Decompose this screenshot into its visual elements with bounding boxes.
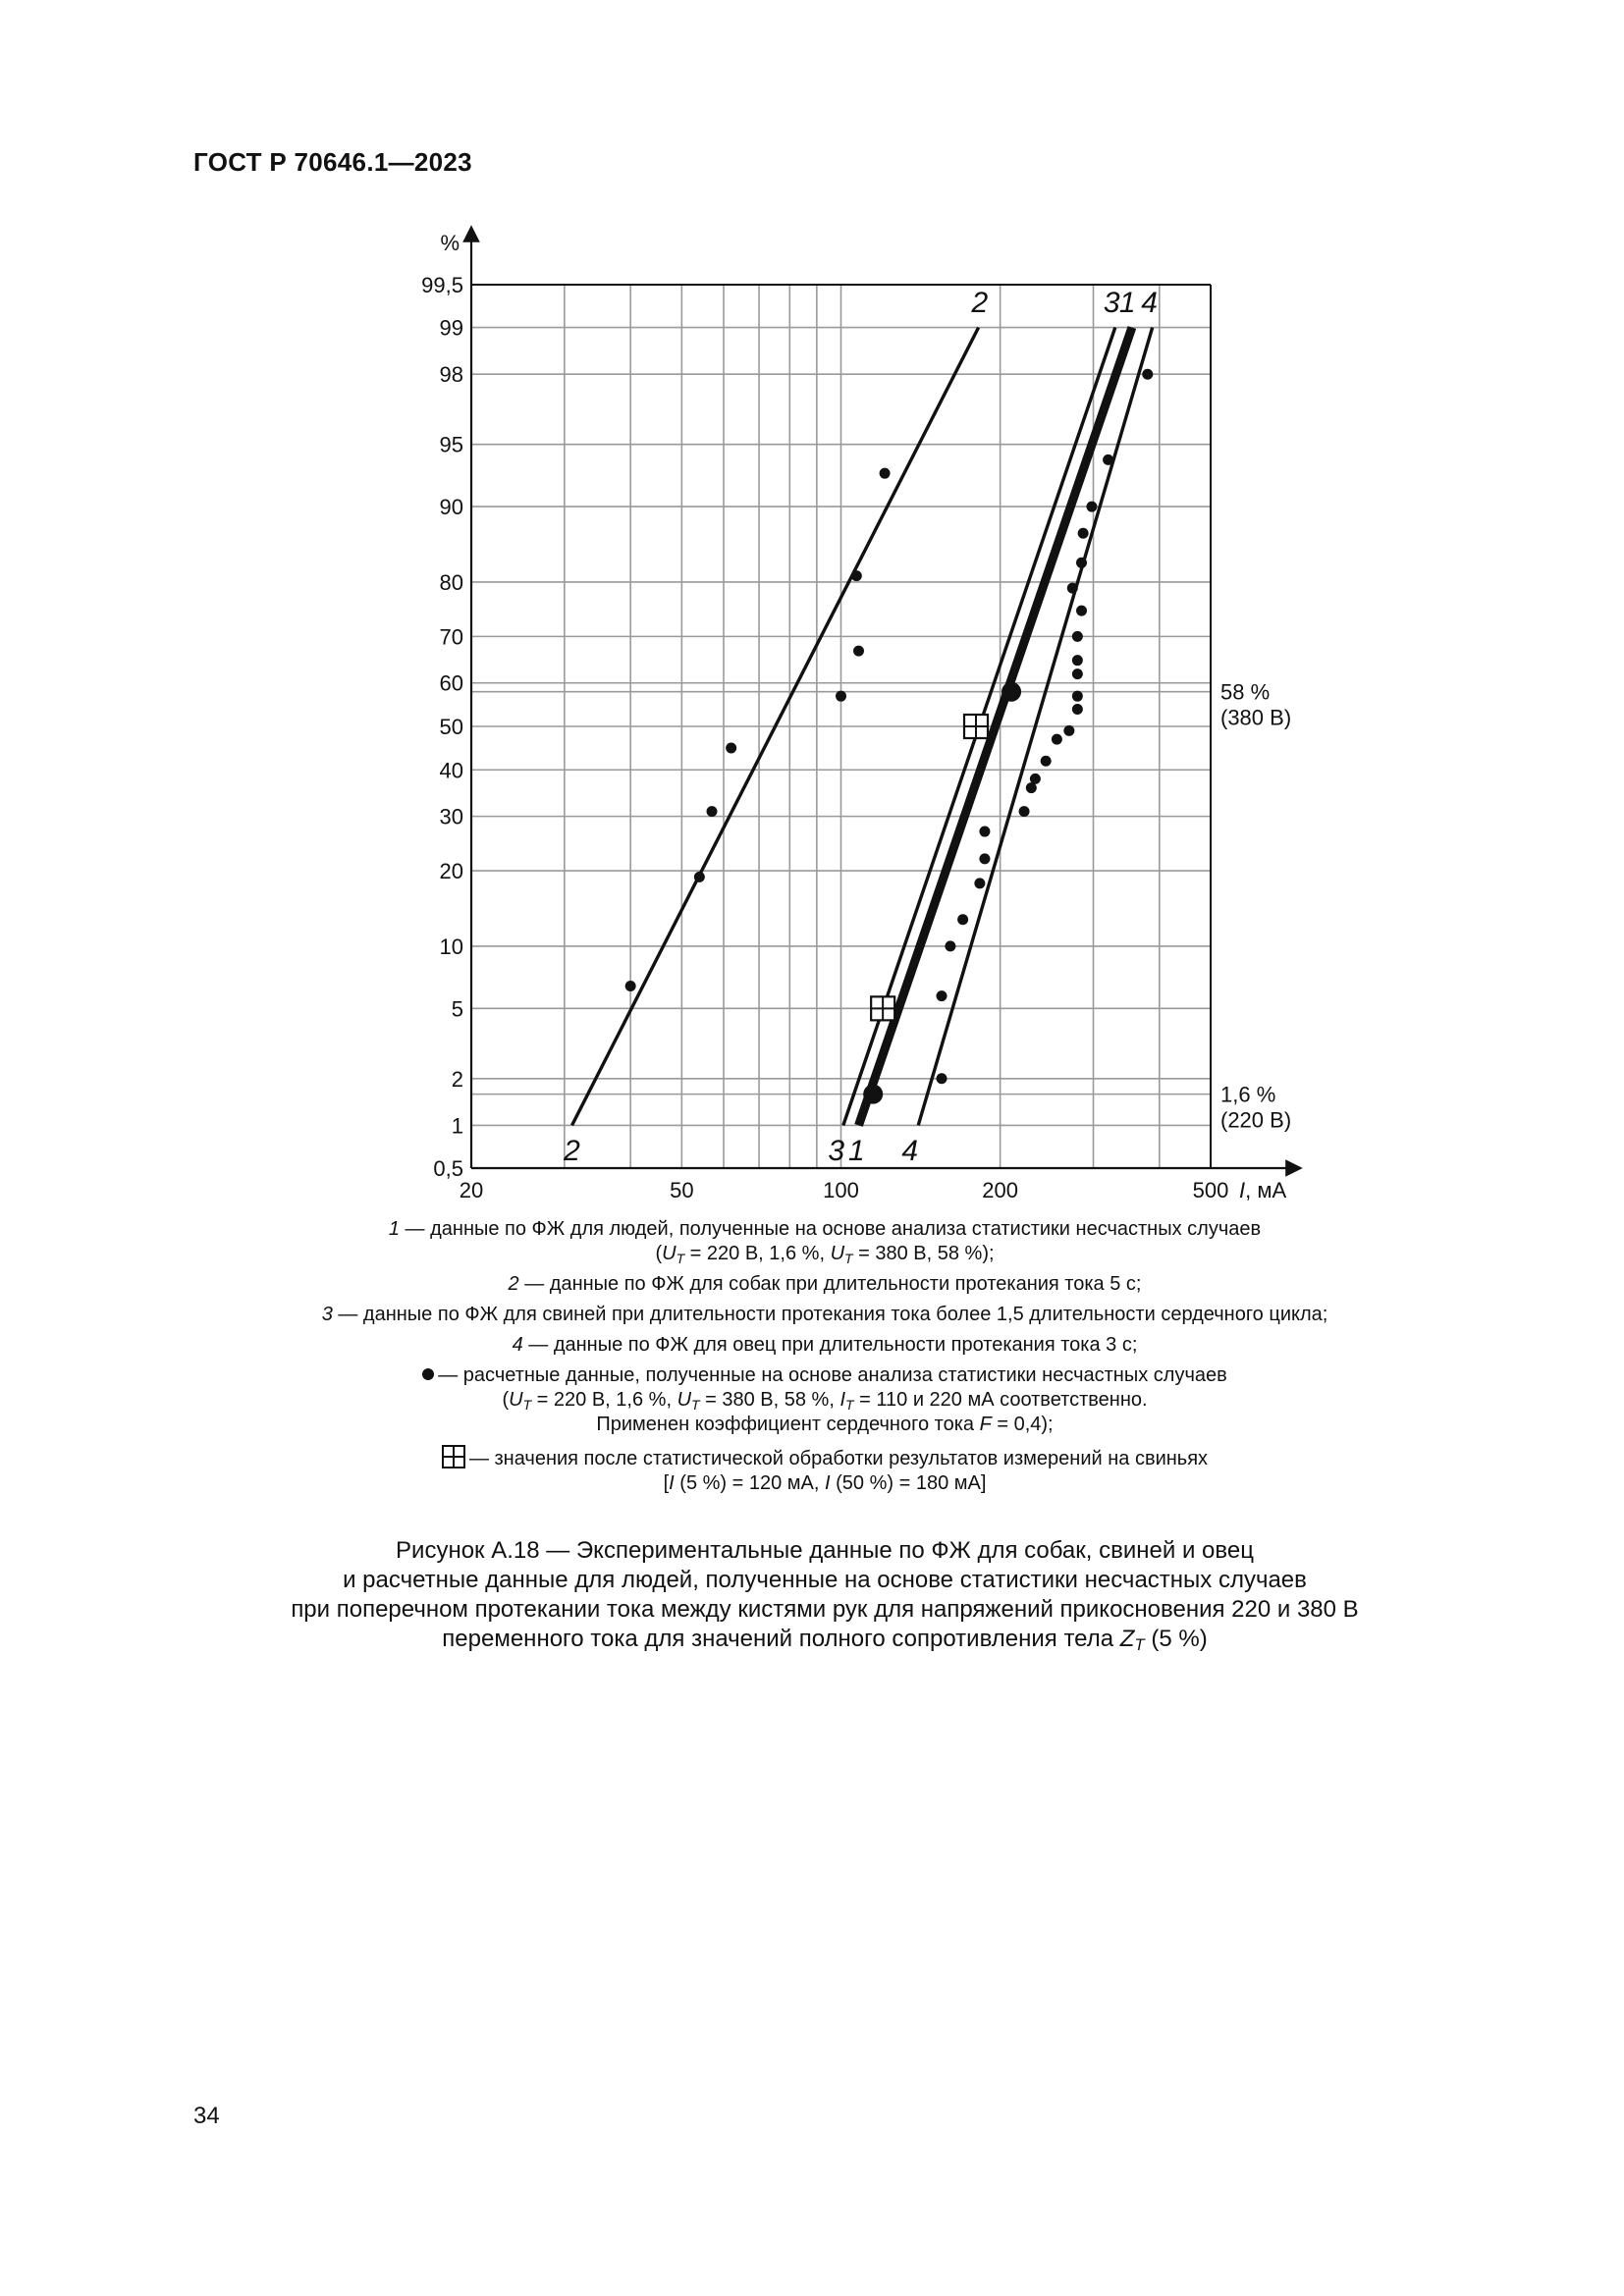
scatter-point [694, 872, 705, 882]
legend-item-3-text: — данные по ФЖ для свиней при длительности протекания тока более 1,5 длительности сердечного цикла; [332, 1304, 1328, 1325]
scatter-point [957, 914, 968, 925]
legend-dots-sub3: T [845, 1397, 854, 1413]
scatter-point [1067, 583, 1078, 594]
caption-line-4-sub: T [1134, 1635, 1145, 1654]
scatter-point [1072, 631, 1083, 642]
scatter-point [853, 646, 864, 657]
legend-squares-i: I [669, 1472, 675, 1494]
scatter-point [1072, 668, 1083, 679]
scatter-point [1072, 691, 1083, 702]
y-tick-label: 90 [439, 495, 463, 520]
chart-legend [196, 1217, 1453, 1502]
y-tick-label: 1 [451, 1113, 463, 1139]
document-header: ГОСТ Р 70646.1—2023 [193, 147, 472, 177]
legend-squares-a: [ [663, 1472, 670, 1494]
highlight-point [863, 1085, 883, 1104]
scatter-point [1078, 528, 1089, 539]
y-tick-label: 50 [439, 715, 463, 739]
scatter-point [937, 1073, 947, 1084]
legend-dots-i: I [839, 1389, 846, 1411]
legend-item-3-number: 3 [321, 1304, 333, 1325]
scatter-point [1030, 774, 1041, 784]
caption-line-3: при поперечном протекании тока между кистями рук для напряжений прикосновения 220 и 380 В [291, 1596, 1359, 1623]
legend-dots-sub2: T [691, 1397, 700, 1413]
series-label-bottom-3: 3 [828, 1135, 845, 1167]
x-axis-symbol: I [1239, 1178, 1246, 1202]
scatter-point [937, 990, 947, 1001]
y-tick-label: 2 [451, 1066, 463, 1092]
x-tick-label: 50 [670, 1178, 694, 1202]
scatter-point [880, 468, 891, 479]
square-marker-icon [442, 1445, 465, 1468]
x-axis-unit: , мА [1245, 1178, 1287, 1202]
series-label-bottom-1: 1 [847, 1135, 865, 1167]
scatter-point [1086, 502, 1097, 512]
scatter-point [851, 570, 862, 581]
legend-item-3 [196, 1303, 1453, 1327]
legend-item-1-number: 1 [388, 1218, 400, 1240]
series-label-bottom-4: 4 [901, 1135, 919, 1167]
legend-item-1-sub: T [676, 1251, 685, 1266]
series-label-top-3: 3 [1103, 287, 1120, 319]
x-tick-label: 100 [823, 1178, 859, 1202]
legend-dots-c: = 110 и 220 мА соответственно. [853, 1389, 1148, 1411]
y-tick-label: 99,5 [421, 273, 463, 297]
series-label-top-2: 2 [971, 287, 989, 319]
legend-squares-line-1: — значения после статистической обработки результатов измерений на свиньях [468, 1448, 1209, 1469]
legend-dots-line-1: — расчетные данные, полученные на основе анализа статистики несчастных случаев [438, 1364, 1227, 1386]
scatter-point [979, 853, 990, 864]
series-label-top-4: 4 [1141, 287, 1158, 319]
legend-item-1-open: ( [655, 1243, 663, 1264]
legend-dots-open: ( [502, 1389, 510, 1411]
legend-item-4-number: 4 [512, 1334, 523, 1356]
y-tick-label: 20 [439, 859, 463, 884]
legend-dots-f: F [979, 1414, 992, 1435]
x-tick-label: 200 [982, 1178, 1019, 1202]
legend-dots-sub: T [522, 1397, 532, 1413]
legend-squares-c: (50 %) = 180 мА] [830, 1472, 987, 1494]
caption-line-4-a: переменного тока для значений полного сопротивления тела [442, 1626, 1120, 1652]
legend-dots-a: = 220 В, 1,6 %, [531, 1389, 677, 1411]
caption-line-2: и расчетные данные для людей, полученные на основе статистики несчастных случаев [343, 1567, 1307, 1593]
legend-item-4-text: — данные по ФЖ для овец при длительности протекания тока 3 с; [522, 1334, 1138, 1356]
legend-item-1-text: — данные по ФЖ для людей, полученные на основе анализа статистики несчастных случаев [400, 1218, 1262, 1240]
legend-squares-i2: I [825, 1472, 831, 1494]
x-tick-label: 20 [459, 1178, 484, 1202]
square-marker [964, 715, 988, 738]
scatter-point [1076, 606, 1087, 616]
scatter-point [974, 878, 985, 888]
page-number: 34 [193, 2103, 220, 2129]
scatter-point [945, 940, 955, 951]
annotation-label: (380 В) [1220, 705, 1292, 730]
legend-item-2 [196, 1272, 1453, 1297]
y-tick-label: 10 [439, 934, 463, 959]
series-label-top-1: 1 [1118, 287, 1136, 319]
legend-dots-u2: U [677, 1389, 692, 1411]
legend-item-1-u: U [662, 1243, 677, 1264]
x-tick-label: 500 [1192, 1178, 1229, 1202]
legend-dots-u: U [509, 1389, 523, 1411]
legend-item-4 [196, 1333, 1453, 1358]
legend-item-1-sub2: T [844, 1251, 853, 1266]
annotation-label: 1,6 % [1220, 1082, 1276, 1107]
caption-line-4 [196, 1625, 1453, 1654]
scatter-point [836, 691, 846, 702]
caption-line-1: Рисунок А.18 — Экспериментальные данные по ФЖ для собак, свиней и овец [396, 1537, 1254, 1564]
legend-item-1 [196, 1217, 1453, 1266]
scatter-point [1019, 806, 1030, 817]
legend-item-1-u2: U [830, 1243, 845, 1264]
annotation-label: 58 % [1220, 679, 1271, 705]
chart-text [421, 231, 1291, 1202]
scatter-point [625, 981, 636, 991]
figure-caption [196, 1536, 1453, 1654]
caption-line-4-z: Z [1119, 1626, 1135, 1652]
series-label-bottom-2: 2 [564, 1135, 580, 1167]
scatter-point [707, 806, 718, 817]
legend-item-1-b: = 380 В, 58 %); [852, 1243, 995, 1264]
legend-dots-l3-b: = 0,4); [991, 1414, 1054, 1435]
square-marker [871, 996, 894, 1020]
y-tick-label: 0,5 [433, 1156, 463, 1181]
scatter-point [1072, 655, 1083, 666]
legend-squares-b: (5 %) = 120 мА, [674, 1472, 825, 1494]
dot-marker-icon [422, 1368, 434, 1380]
scatter-point [1072, 704, 1083, 715]
scatter-point [1076, 558, 1087, 568]
x-axis-label [1239, 1178, 1286, 1202]
y-tick-label: 60 [439, 670, 463, 696]
y-axis-label: % [440, 231, 460, 255]
y-tick-label: 80 [439, 569, 463, 595]
scatter-point [1063, 725, 1074, 736]
highlight-point [1001, 682, 1021, 702]
legend-dots-b: = 380 В, 58 %, [699, 1389, 840, 1411]
scatter-point [726, 742, 736, 753]
legend-squares [196, 1445, 1453, 1496]
scatter-point [1103, 454, 1113, 465]
legend-item-2-number: 2 [508, 1273, 519, 1295]
y-tick-label: 40 [439, 758, 463, 783]
legend-item-1-a: = 220 В, 1,6 %, [684, 1243, 831, 1264]
y-tick-label: 95 [439, 432, 463, 457]
scatter-point [1041, 756, 1052, 767]
scatter-point [1142, 369, 1153, 380]
legend-dots-l3-a: Применен коэффициент сердечного тока [596, 1414, 980, 1435]
y-tick-label: 99 [439, 315, 463, 341]
y-tick-label: 70 [439, 624, 463, 650]
legend-dots [196, 1363, 1453, 1437]
legend-item-2-text: — данные по ФЖ для собак при длительности протекания тока 5 с; [518, 1273, 1142, 1295]
y-tick-label: 5 [451, 996, 463, 1022]
y-tick-label: 30 [439, 804, 463, 829]
scatter-point [1052, 734, 1062, 745]
y-tick-label: 98 [439, 362, 463, 388]
annotation-label: (220 В) [1220, 1107, 1292, 1133]
scatter-point [979, 827, 990, 837]
caption-line-4-b: (5 %) [1144, 1626, 1208, 1652]
